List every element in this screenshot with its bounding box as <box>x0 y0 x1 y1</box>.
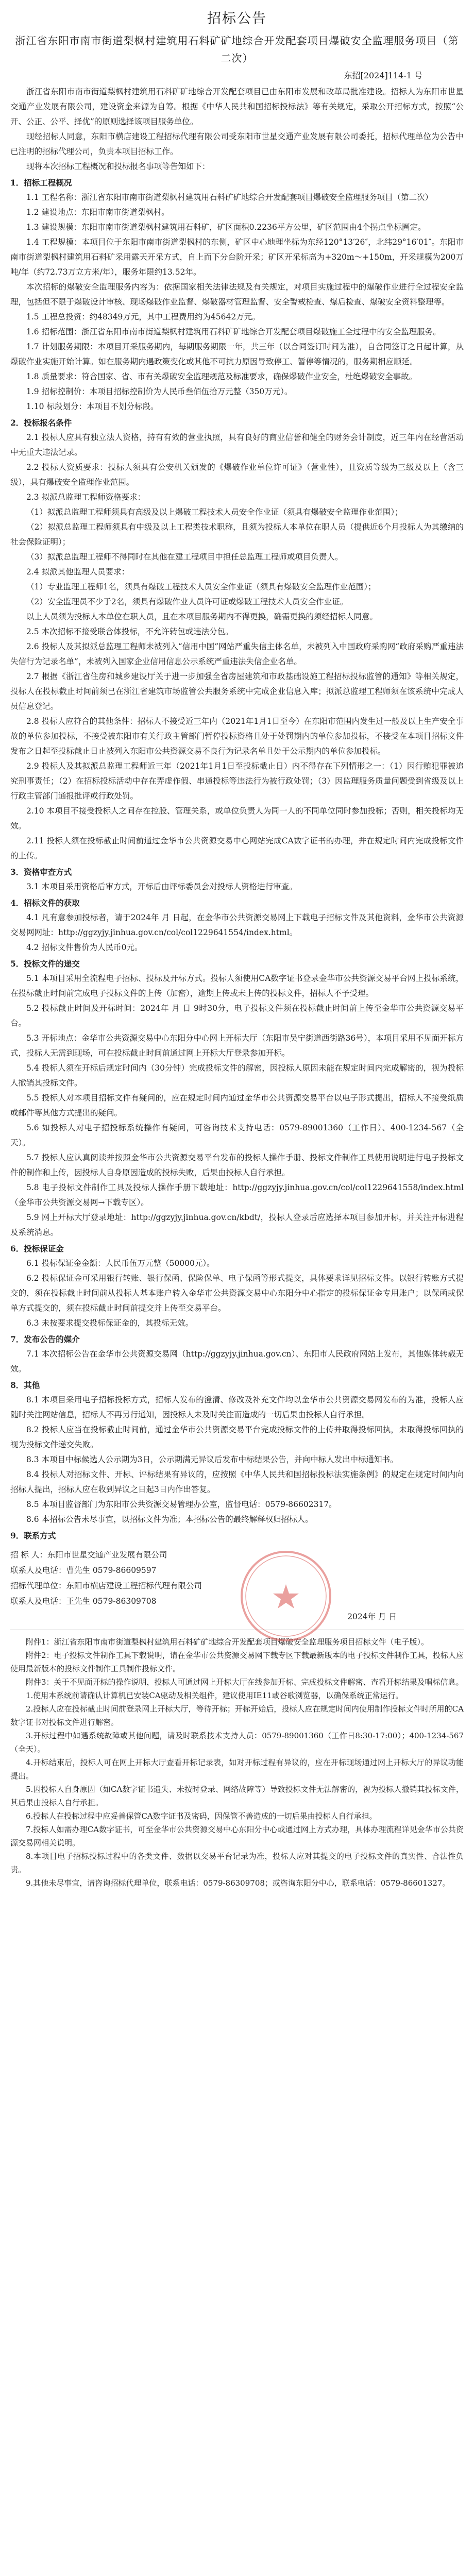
attachment-item: 2.投标人应在投标截止时间前登录网上开标大厅，等待开标；开标开始后，投标人应在规定时间内使用制作投标文件时所用的CA数字证书对投标文件进行解密。 <box>10 1704 464 1727</box>
body-paragraph: 5.7 投标人应认真阅读并按照金华市公共资源交易平台发布的投标人操作手册、投标文件制作工具使用说明进行电子投标文件的制作和上传，因投标人自身原因造成的投标失败，后果由投标人自行承担。 <box>10 1153 464 1177</box>
attachment-item: 附件1：浙江省东阳市南市街道梨枫村建筑用石料矿矿地综合开发配套项目爆破安全监理服务项目招标文件（电子版）。 <box>26 1637 429 1647</box>
body-paragraph: 1.4 工程规模：本项目位于东阳市南市街道梨枫村的东侧，矿区中心地理坐标为东经120°13′26″，北纬29°16′01″。东阳市南市街道梨枫村建筑用石料矿采用露天开采方式，自上而下分台阶开采；矿区开采标高为+320m～+150m，开采规模为200万吨/年（约72.73万立方米/年），服务年限约13.52年。 <box>10 238 464 277</box>
body-paragraph: （2）安全监理员不少于2名，须具有爆破作业人员许可证或爆破工程技术人员安全作业证。 <box>26 597 348 606</box>
body-paragraph: 5.9 网上开标大厅登录地址：http://ggzyjy.jinhua.gov.cn/kbdt/，投标人登录后应选择本项目参加开标，并关注开标进程及系统消息。 <box>10 1213 464 1237</box>
section-heading: 1．招标工程概况 <box>10 178 72 188</box>
body-paragraph: （1）拟派总监理工程师须具有高级及以上爆破工程技术人员安全作业证（须具有爆破安全监理作业范围）； <box>26 507 403 517</box>
notice-date: 2024年 月 日 <box>347 1612 397 1621</box>
attachment-item: 1.使用本系统前请确认计算机已安装CA驱动及相关组件，建议使用IE11或谷歌浏览器，以确保系统正常运行。 <box>26 1691 403 1700</box>
body-paragraph: 6.3 未按要求提交投标保证金的，其投标无效。 <box>26 1318 194 1328</box>
tenderer-line: 招 标 人：东阳市世星交通产业发展有限公司 <box>10 1550 167 1560</box>
body-paragraph: 5.2 投标截止时间及开标时间：2024年 月 日 9时30分，电子投标文件须在投标截止时间前上传至金华市公共资源交易平台。 <box>10 1004 464 1028</box>
body-paragraph: 3.1 本项目采用资格后审方式，开标后由评标委员会对投标人资格进行审查。 <box>26 882 297 891</box>
signature-block <box>10 1547 464 1624</box>
body-paragraph: 8.5 本项目监督部门为东阳市公共资源交易管理办公室，监督电话：0579-86602317。 <box>26 1500 337 1509</box>
section-heading: 4．招标文件的获取 <box>10 898 80 908</box>
body-paragraph: 2.4 拟派其他监理人员要求： <box>26 567 130 577</box>
attachment-item: 4.开标结束后，投标人可在网上开标大厅查看开标记录表，如对开标过程有异议的，应在开标现场通过网上开标大厅的异议功能提出。 <box>10 1758 464 1781</box>
attachment-item: 7.投标人如需办理CA数字证书，可至金华市公共资源交易中心东阳分中心或通过网上方式办理，具体办理流程详见金华市公共资源交易网相关说明。 <box>10 1825 464 1848</box>
body-paragraph: 现将本次招标工程概况和投标报名事项等告知如下： <box>26 162 210 171</box>
attachments <box>10 1635 464 1890</box>
body-paragraph: 8.4 投标人对招标文件、开标、评标结果有异议的，应按照《中华人民共和国招标投标法实施条例》的规定在规定时间内向招标人提出，招标人应在收到异议之日起3日内作出答复。 <box>10 1470 464 1494</box>
notice-body <box>10 84 464 1543</box>
section-heading: 5．投标文件的递交 <box>10 959 80 969</box>
body-paragraph: 1.9 招标控制价：本项目招标控制价为人民币叁佰伍拾万元整（350万元）。 <box>26 387 293 396</box>
body-paragraph: 8.3 本项目中标候选人公示期为3日，公示期满无异议后发布中标结果公告，并向中标人发出中标通知书。 <box>26 1455 398 1464</box>
body-paragraph: 7.1 本次招标公告在金华市公共资源交易网（http://ggzyjy.jinhua.gov.cn）、东阳市人民政府网站上发布，其他媒体转载无效。 <box>10 1349 464 1374</box>
attachment-item: 6.投标人在投标过程中应妥善保管CA数字证书及密码，因保管不善造成的一切后果由投标人自行承担。 <box>26 1811 377 1821</box>
body-paragraph: （1）专业监理工程师1名，须具有爆破工程技术人员安全作业证（须具有爆破安全监理作业范围）； <box>26 582 376 591</box>
section-heading: 8．其他 <box>10 1380 40 1390</box>
body-paragraph: 2.2 投标人资质要求：投标人须具有公安机关颁发的《爆破作业单位许可证》（营业性），且资质等级为三级及以上（含三级），具有爆破安全监理作业范围。 <box>10 463 464 487</box>
body-paragraph: 1.1 工程名称：浙江省东阳市南市街道梨枫村建筑用石料矿矿地综合开发配套项目爆破安全监理服务项目（第二次） <box>26 193 433 202</box>
body-paragraph: 1.5 工程总投资：约48349万元，其中工程费用约为45642万元。 <box>26 312 260 321</box>
body-paragraph: 1.7 计划服务期限：本项目开采服务期内，每期服务期限一年，共三年（以合同签订时间为准），自合同签订之日起计算，从爆破作业实施开始计算。如在服务期内遇政策变化或其他不可抗力原因导致停工、暂停等情况的，服务期相应顺延。 <box>10 342 464 366</box>
body-paragraph: 2.11 投标人须在投标截止时间前通过金华市公共资源交易中心网站完成CA数字证书的办理，并在规定时间内完成投标文件的上传。 <box>10 836 464 860</box>
body-paragraph: 2.9 投标人及其拟派总监理工程师近三年（2021年1月1日至投标截止日）内不得存在下列情形之一：（1）因行贿犯罪被追究刑事责任；（2）在招标投标活动中存在弄虚作假、串通投标等违法行为被行政处罚；（3）因监理服务质量问题受到省级及以上行政主管部门通报批评或行政处罚。 <box>10 761 464 801</box>
tenderer-contact: 联系人及电话：曹先生 0579-86609597 <box>10 1566 157 1575</box>
body-paragraph: 5.4 投标人须在开标后规定时间内（30分钟）完成投标文件的解密，因投标人原因未能在规定时间内完成解密的，视为投标人撤销其投标文件。 <box>10 1063 464 1088</box>
body-paragraph: 1.8 质量要求：符合国家、省、市有关爆破安全监理规范及标准要求，确保爆破作业安全，杜绝爆破安全事故。 <box>26 372 417 381</box>
body-paragraph: 现经招标人同意，东阳市横店建设工程招标代理有限公司受东阳市世星交通产业发展有限公司委托，招标代理单位为公告中已注明的招标代理公司，负责本项目招标工作。 <box>10 132 464 156</box>
document-number: 东招[2024]114-1 号 <box>344 71 422 80</box>
body-paragraph: 1.3 建设规模：东阳市南市街道梨枫村建筑用石料矿，矿区面积0.2236平方公里，矿区范围由4个拐点坐标圈定。 <box>26 223 426 232</box>
body-paragraph: 4.1 凡有意参加投标者，请于2024年 月 日起，在金华市公共资源交易网上下载电子招标文件及其他资料，金华市公共资源交易网网址：http://ggzyjy.jinhua.gov.cn/col/col1229641554/index.html。 <box>10 913 464 937</box>
body-paragraph: 8.1 本项目采用电子招标投标方式，招标人发布的澄清、修改及补充文件均以金华市公共资源交易网发布的为准，投标人应随时关注网站信息，招标人不再另行通知，因投标人未及时关注而造成的一切后果由投标人自行承担。 <box>10 1395 464 1419</box>
body-paragraph: 2.5 本次招标不接受联合体投标，不允许转包或违法分包。 <box>26 627 233 636</box>
body-paragraph: 2.3 拟派总监理工程师资格要求： <box>26 493 146 502</box>
body-paragraph: 浙江省东阳市南市街道梨枫村建筑用石料矿矿地综合开发配套项目已由东阳市发展和改革局批准建设。招标人为东阳市世星交通产业发展有限公司，建设资金来源为自筹。根据《中华人民共和国招标投标法》等有关规定，采取公开招标方式，按照“公开、公正、公平、择优”的原则选择该项目服务单位。 <box>10 87 464 126</box>
body-paragraph: （3）拟派总监理工程师不得同时在其他在建工程项目中担任总监理工程师或项目负责人。 <box>26 552 343 562</box>
attachment-item: 8.本项目电子招标投标过程中的各类文件、数据以交易平台记录为准，投标人应对其提交的电子投标文件的真实性、合法性负责。 <box>10 1852 464 1874</box>
body-paragraph: 5.3 开标地点：金华市公共资源交易中心东阳分中心网上开标大厅（东阳市吴宁街道西街路36号），本项目采用不见面开标方式，投标人无需到现场，可在投标截止时间前通过网上开标大厅登录参加开标。 <box>10 1033 464 1058</box>
body-paragraph: 2.6 投标人及其拟派总监理工程师未被列入“信用中国”网站严重失信主体名单，未被列入中国政府采购网“政府采购严重违法失信行为记录名单”，未被列入国家企业信用信息公示系统严重违法失信企业名单。 <box>10 642 464 666</box>
body-paragraph: 5.6 如投标人对电子招投标系统操作有疑问，可咨询技术支持电话：0579-89001360（工作日）、400-1234-567（全天）。 <box>10 1123 464 1147</box>
body-paragraph: 2.7 根据《浙江省住房和城乡建设厅关于进一步加强全省房屋建筑和市政基础设施工程招标投标监管的通知》等相关规定，投标人在投标截止时间前须已在浙江省建筑市场监管公共服务系统中完成企业信息入库；拟派总监理工程师须在该系统中完成人员信息登记。 <box>10 672 464 711</box>
body-paragraph: （2）拟派总监理工程师须具有中级及以上工程类技术职称，且须为投标人本单位在职人员（提供近6个月投标人为其缴纳的社会保险证明）； <box>10 522 464 547</box>
notice-title: 招标公告 <box>207 11 267 27</box>
body-paragraph: 8.6 本招标公告未尽事宜，以招标文件为准；本招标公告的最终解释权归招标人。 <box>26 1515 313 1524</box>
body-paragraph: 2.10 本项目不接受投标人之间存在控股、管理关系，或单位负责人为同一人的不同单位同时参加投标；否则，相关投标均无效。 <box>10 806 464 831</box>
body-paragraph: 6.2 投标保证金可采用银行转账、银行保函、保险保单、电子保函等形式提交，具体要求详见招标文件。以银行转账方式提交的，须在投标截止时间前从投标人基本账户转入金华市公共资源交易中心东阳分中心指定的投标保证金专用账户；以保函或保单方式提交的，须在投标截止时间前提交并上传至交易平台。 <box>10 1274 464 1313</box>
project-name: 浙江省东阳市南市街道梨枫村建筑用石料矿矿地综合开发配套项目爆破安全监理服务项目（第二次） <box>15 35 459 64</box>
body-paragraph: 6.1 投标保证金金额：人民币伍万元整（50000元）。 <box>26 1259 215 1268</box>
attachment-item: 9.其他未尽事宜，请咨询招标代理单位，联系电话：0579-86309708；或咨询东阳分中心，联系电话：0579-86601327。 <box>26 1878 450 1888</box>
body-paragraph: 5.1 本项目采用全流程电子招标、投标及开标方式。投标人须使用CA数字证书登录金华市公共资源交易平台网上投标系统，在投标截止时间前完成电子投标文件的上传（加密），逾期上传或未上传的投标文件，招标人不予受理。 <box>10 974 464 998</box>
body-paragraph: 本次招标的爆破安全监理服务内容为：依据国家相关法律法规及有关规定，对项目实施过程中的爆破作业进行全过程安全监理，包括但不限于爆破设计审核、现场爆破作业监督、爆破器材管理监督、安全警戒检查、爆后检查、爆破安全资料整理等。 <box>10 282 464 307</box>
attachment-item: 3.开标过程中如遇系统故障或其他问题，请及时联系技术支持人员：0579-89001360（工作日8:30-17:00）；400-1234-567（全天）。 <box>10 1731 464 1754</box>
body-paragraph: 1.6 招标范围：浙江省东阳市南市街道梨枫村建筑用石料矿矿地综合开发配套项目爆破施工全过程中的安全监理服务。 <box>26 327 441 336</box>
body-paragraph: 8.2 投标人应当在投标截止时间前，通过金华市公共资源交易平台完成投标文件的上传并取得投标回执，未取得投标回执的视为投标文件递交失败。 <box>10 1425 464 1449</box>
body-paragraph: 5.8 电子投标文件制作工具及投标人操作手册下载地址：http://ggzyjy.jinhua.gov.cn/col/col1229641558/index.html（金华市公共资源交易网→下载专区）。 <box>10 1183 464 1207</box>
agent-contact: 联系人及电话：王先生 0579-86309708 <box>10 1597 157 1606</box>
section-heading: 3．资格审查方式 <box>10 867 72 877</box>
body-paragraph: 2.8 投标人应符合的其他条件：招标人不接受近三年内（2021年1月1日至今）在东阳市范围内发生过一般及以上生产安全事故的单位参加投标，不接受被东阳市有关行政主管部门暂停投标资格且处于处罚期内的单位参加投标，不接受在本项目招标文件发布之日起至投标截止日止被列入东阳市公共资源交易不良行为记录名单且处于公示期内的单位参加投标。 <box>10 717 464 756</box>
section-heading: 9．联系方式 <box>10 1531 56 1540</box>
agent-line: 招标代理单位：东阳市横店建设工程招标代理有限公司 <box>10 1581 202 1590</box>
body-paragraph: 5.5 投标人对本项目招标文件有疑问的，应在规定时间内通过金华市公共资源交易平台以电子形式提出，招标人不接受纸质或邮件等其他方式提出的疑问。 <box>10 1093 464 1117</box>
body-paragraph: 以上人员须为投标人本单位在职人员，且在本项目服务期内不得更换，确需更换的须经招标人同意。 <box>26 612 378 621</box>
section-heading: 7．发布公告的媒介 <box>10 1334 80 1344</box>
attachment-item: 附件2：电子投标文件制作工具下载说明，请在金华市公共资源交易网下载专区下载最新版本的电子投标文件制作工具，投标人应使用最新版本的投标文件制作工具制作投标文件。 <box>10 1651 464 1673</box>
attachment-item: 附件3：关于不见面开标的操作说明，投标人可通过网上开标大厅在线参加开标、完成投标文件解密、查看开标结果及唱标信息。 <box>26 1677 464 1687</box>
body-paragraph: 1.2 建设地点：东阳市南市街道梨枫村。 <box>26 208 170 217</box>
section-heading: 2．投标报名条件 <box>10 418 72 428</box>
body-paragraph: 2.1 投标人应具有独立法人资格，持有有效的营业执照，具有良好的商业信誉和健全的财务会计制度，近三年内在经营活动中无重大违法记录。 <box>10 433 464 457</box>
section-heading: 6．投标保证金 <box>10 1244 64 1253</box>
body-paragraph: 1.10 标段划分：本项目不划分标段。 <box>26 402 159 411</box>
body-paragraph: 4.2 招标文件售价为人民币0元。 <box>26 943 143 952</box>
attachment-item: 5.因投标人自身原因（如CA数字证书遗失、未按时登录、网络故障等）导致投标文件无法解密的，视为投标人撤销其投标文件，其后果由投标人自行承担。 <box>10 1785 464 1807</box>
